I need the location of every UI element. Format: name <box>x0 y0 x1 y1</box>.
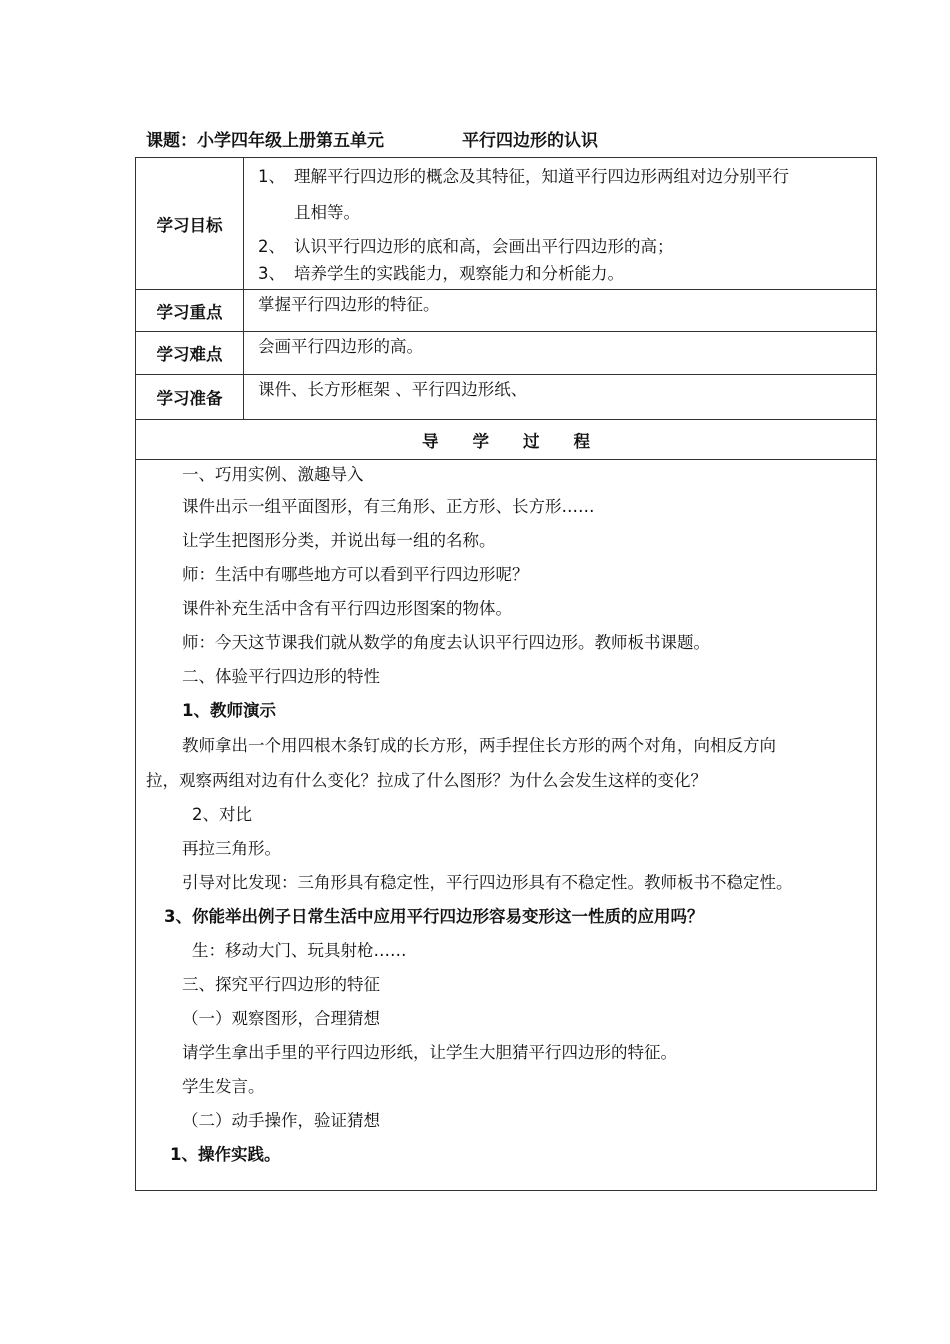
lesson-title <box>146 126 598 151</box>
process-line: （一）观察图形，合理猜想 <box>182 1009 380 1028</box>
process-line: 一、巧用实例、激趣导入 <box>182 465 364 484</box>
lesson-title-left: 课题：小学四年级上册第五单元 <box>146 131 384 151</box>
process-line: 二、体验平行四边形的特性 <box>182 667 380 686</box>
process-line: 3、你能举出例子日常生活中应用平行四边形容易变形这一性质的应用吗？ <box>164 907 704 926</box>
process-line: 引导对比发现：三角形具有稳定性，平行四边形具有不稳定性。教师板书不稳定性。 <box>182 873 793 892</box>
process-line: 学生发言。 <box>182 1077 265 1096</box>
lesson-plan-table <box>135 157 877 1191</box>
process-line: 生：移动大门、玩具射枪…… <box>192 941 407 960</box>
goal-item-1: 1、 理解平行四边形的概念及其特征，知道平行四边形两组对边分别平行 <box>258 167 789 186</box>
goals-label: 学习目标 <box>136 158 244 290</box>
goals-cell <box>244 158 877 290</box>
process-line: 课件补充生活中含有平行四边形图案的物体。 <box>182 599 512 618</box>
process-body <box>136 460 877 1191</box>
process-line: 师：生活中有哪些地方可以看到平行四边形呢？ <box>182 565 529 584</box>
process-line: 2、对比 <box>192 805 252 824</box>
process-line: （二）动手操作，验证猜想 <box>182 1111 380 1130</box>
process-body-row <box>136 460 877 1191</box>
process-heading-row <box>136 420 877 460</box>
difficult-row <box>136 332 877 375</box>
key-row <box>136 290 877 332</box>
prep-label: 学习准备 <box>136 375 244 420</box>
lesson-title-right: 平行四边形的认识 <box>462 131 598 151</box>
process-line: 请学生拿出手里的平行四边形纸，让学生大胆猜平行四边形的特征。 <box>182 1043 677 1062</box>
difficult-text: 会画平行四边形的高。 <box>244 332 877 375</box>
process-line: 教师拿出一个用四根木条钉成的长方形，两手捏住长方形的两个对角，向相反方向 <box>182 736 776 755</box>
prep-row <box>136 375 877 420</box>
process-heading: 导 学 过 程 <box>136 420 877 460</box>
process-line: 让学生把图形分类，并说出每一组的名称。 <box>182 531 496 550</box>
difficult-label: 学习难点 <box>136 332 244 375</box>
prep-text: 课件、长方形框架 、平行四边形纸、 <box>244 375 877 420</box>
goals-row <box>136 158 877 290</box>
process-line: 1、操作实践。 <box>170 1145 281 1164</box>
process-line: 师：今天这节课我们就从数学的角度去认识平行四边形。教师板书课题。 <box>182 633 710 652</box>
goal-item-2: 2、 认识平行四边形的底和高，会画出平行四边形的高； <box>258 237 674 256</box>
process-line: 三、探究平行四边形的特征 <box>182 975 380 994</box>
process-line: 1、教师演示 <box>182 701 276 720</box>
process-line: 再拉三角形。 <box>182 839 281 858</box>
goal-item-1-cont: 且相等。 <box>294 203 360 222</box>
key-text: 掌握平行四边形的特征。 <box>244 290 877 332</box>
process-line: 课件出示一组平面图形，有三角形、正方形、长方形…… <box>182 497 595 516</box>
goal-item-3: 3、 培养学生的实践能力，观察能力和分析能力。 <box>258 264 624 283</box>
process-line: 拉，观察两组对边有什么变化？拉成了什么图形？为什么会发生这样的变化？ <box>146 771 707 790</box>
key-label: 学习重点 <box>136 290 244 332</box>
